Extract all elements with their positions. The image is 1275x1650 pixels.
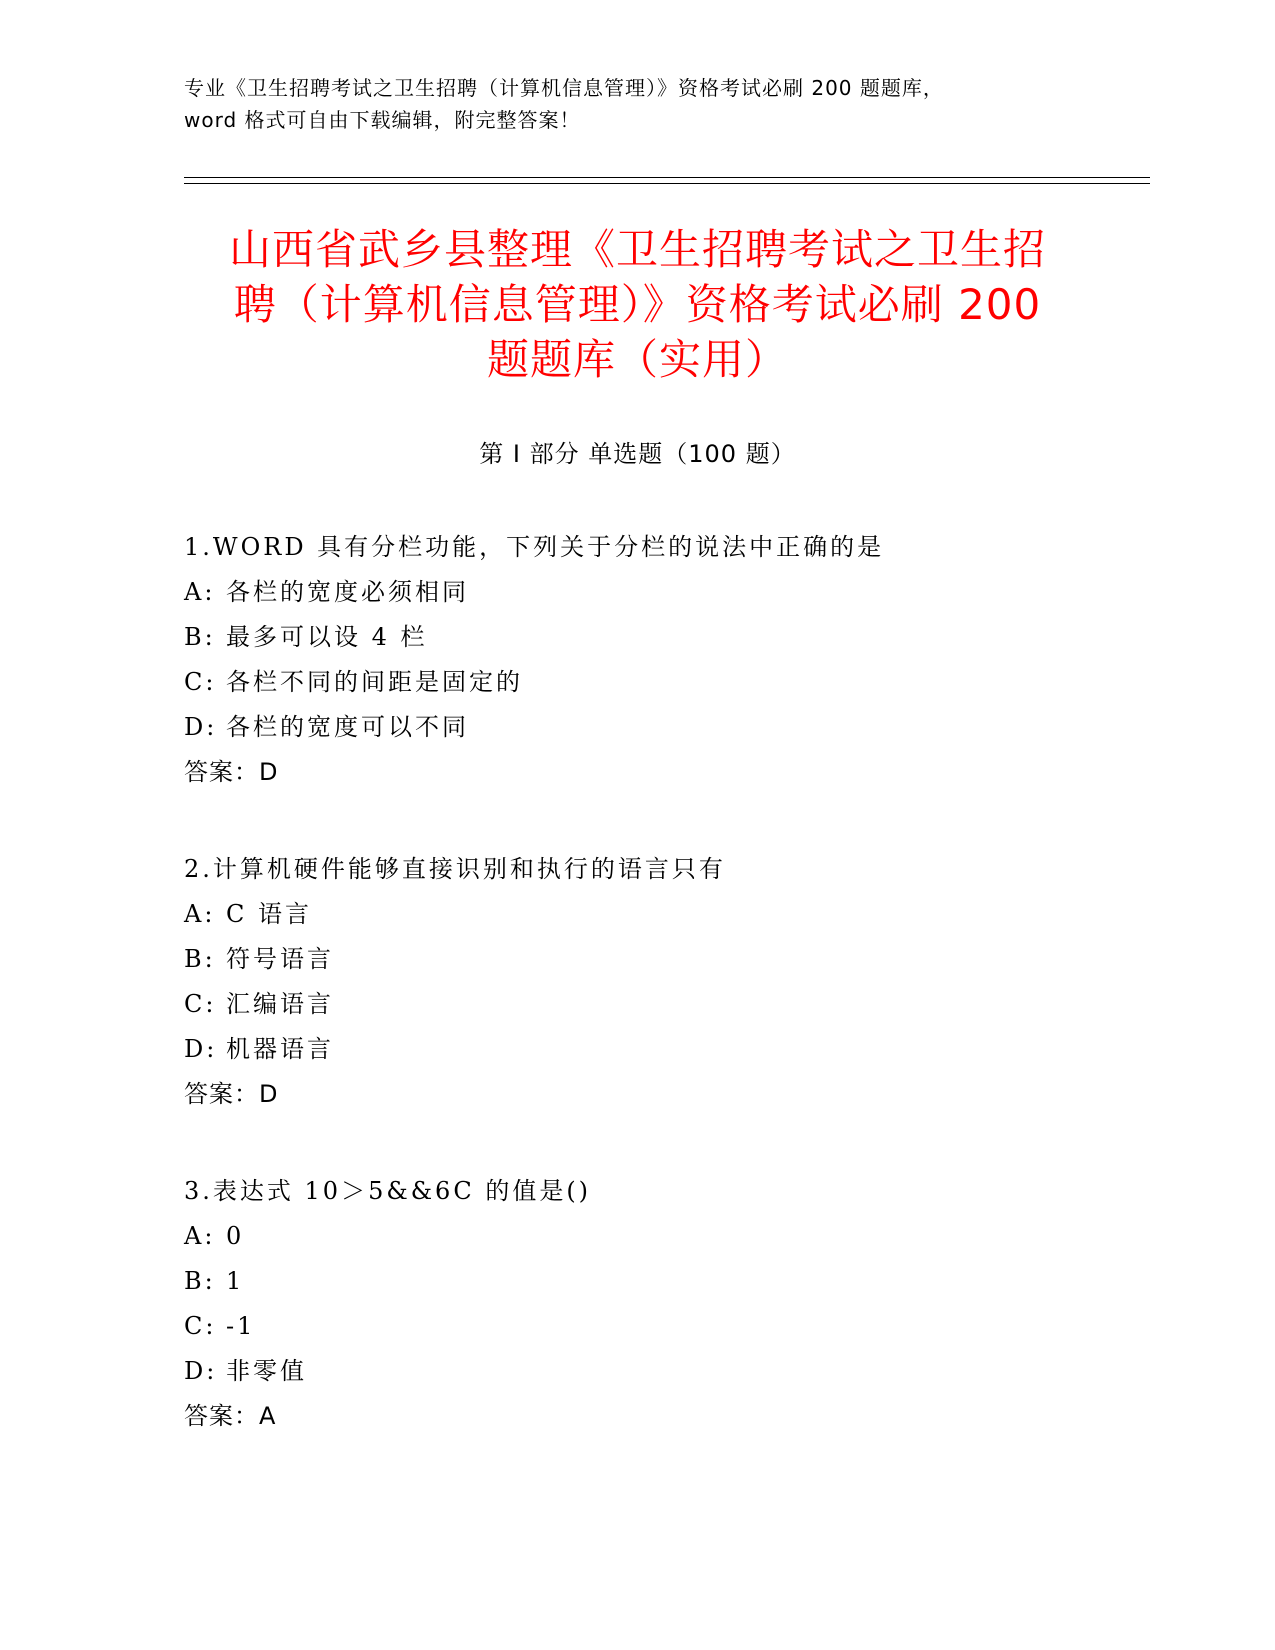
option-text: 非零值 xyxy=(226,1357,307,1385)
question-stem: 1.WORD 具有分栏功能，下列关于分栏的说法中正确的是 xyxy=(184,533,885,561)
option-d xyxy=(184,1349,1144,1394)
option-b xyxy=(184,1259,1144,1304)
answer-line: 答案：A xyxy=(184,1402,277,1430)
header-divider xyxy=(184,177,1150,178)
option-letter: B: xyxy=(184,1267,216,1295)
option-c xyxy=(184,1304,1144,1349)
option-text: C 语言 xyxy=(226,900,312,928)
question-item xyxy=(184,1169,1144,1439)
option-letter: A: xyxy=(184,578,216,606)
option-text: 符号语言 xyxy=(226,945,334,973)
option-a xyxy=(184,1214,1144,1259)
option-text: -1 xyxy=(226,1312,256,1340)
option-c xyxy=(184,660,1144,705)
option-text: 各栏的宽度可以不同 xyxy=(226,713,469,741)
header-note xyxy=(184,72,1084,136)
option-letter: C: xyxy=(184,668,217,696)
option-letter: D: xyxy=(184,713,218,741)
option-b xyxy=(184,615,1144,660)
option-letter: D: xyxy=(184,1035,218,1063)
option-letter: A: xyxy=(184,900,216,928)
header-note-line: word 格式可自由下载编辑，附完整答案！ xyxy=(184,108,581,132)
option-letter: B: xyxy=(184,945,216,973)
option-c xyxy=(184,982,1144,1027)
option-text: 1 xyxy=(226,1267,245,1295)
option-text: 各栏的宽度必须相同 xyxy=(226,578,469,606)
answer-line: 答案：D xyxy=(184,758,279,786)
option-text: 机器语言 xyxy=(226,1035,334,1063)
option-b xyxy=(184,937,1144,982)
document-title xyxy=(150,222,1125,387)
header-note-line: 专业《卫生招聘考试之卫生招聘（计算机信息管理）》资格考试必刷 200 题题库， xyxy=(184,76,944,100)
section-title: 第 I 部分 单选题（100 题） xyxy=(479,440,796,468)
option-letter: C: xyxy=(184,1312,217,1340)
option-letter: B: xyxy=(184,623,216,651)
option-text: 各栏不同的间距是固定的 xyxy=(226,668,523,696)
title-line: 山西省武乡县整理《卫生招聘考试之卫生招 xyxy=(228,225,1046,274)
question-stem: 3.表达式 10＞5&&6C 的值是() xyxy=(184,1177,592,1205)
option-text: 0 xyxy=(226,1222,245,1250)
question-stem: 2.计算机硬件能够直接识别和执行的语言只有 xyxy=(184,855,726,883)
option-a xyxy=(184,892,1144,937)
header-divider xyxy=(184,183,1150,184)
option-d xyxy=(184,1027,1144,1072)
option-letter: C: xyxy=(184,990,217,1018)
option-text: 最多可以设 4 栏 xyxy=(226,623,428,651)
option-letter: D: xyxy=(184,1357,218,1385)
option-text: 汇编语言 xyxy=(226,990,334,1018)
option-d xyxy=(184,705,1144,750)
question-item xyxy=(184,847,1144,1117)
title-line: 聘（计算机信息管理）》资格考试必刷 200 xyxy=(233,280,1042,329)
title-line: 题题库（实用） xyxy=(486,335,788,384)
option-letter: A: xyxy=(184,1222,216,1250)
answer-line: 答案：D xyxy=(184,1080,279,1108)
option-a xyxy=(184,570,1144,615)
question-item xyxy=(184,525,1144,795)
question-list xyxy=(184,525,1144,1491)
